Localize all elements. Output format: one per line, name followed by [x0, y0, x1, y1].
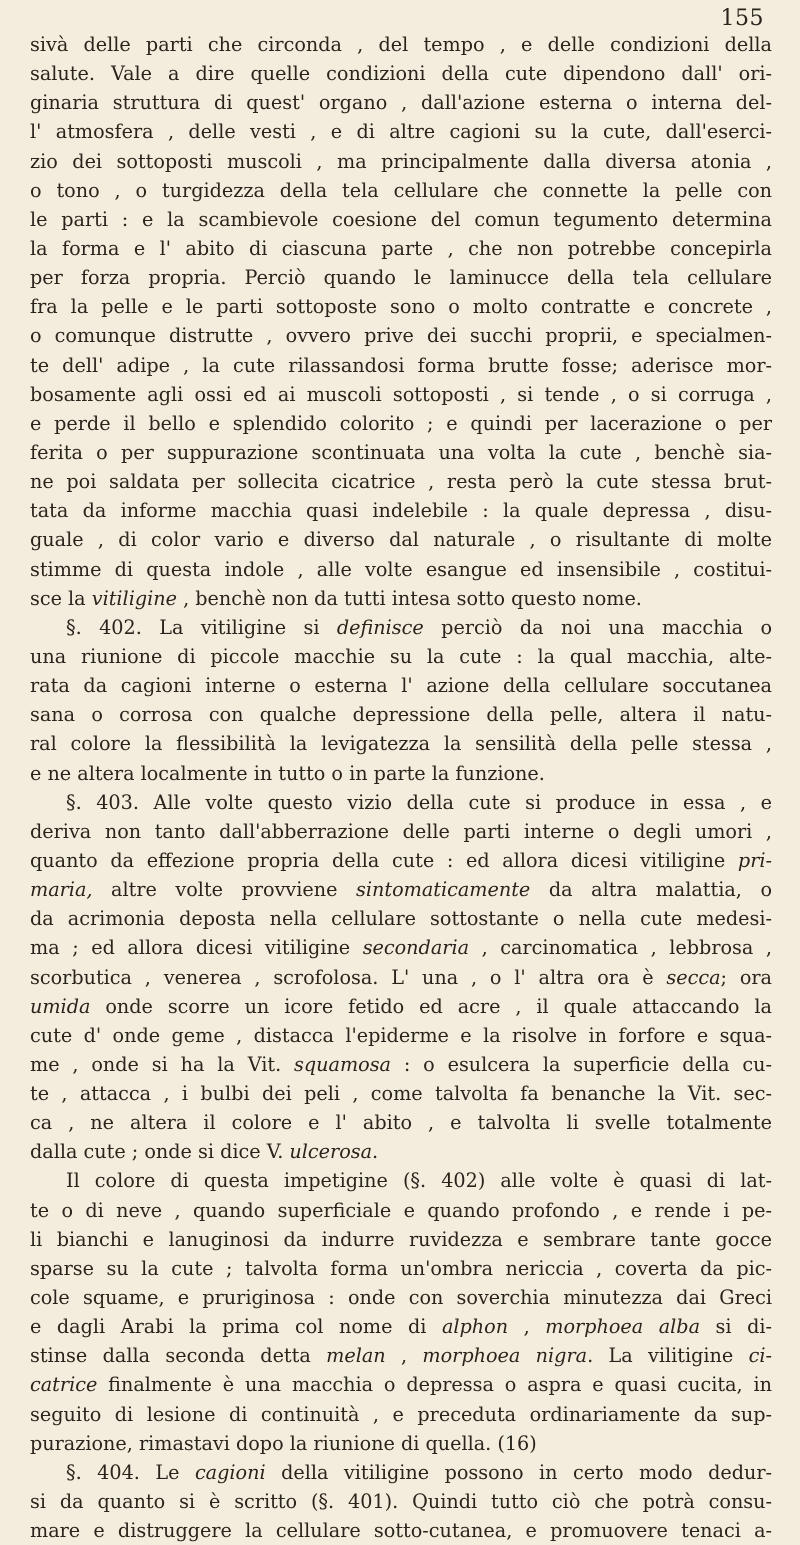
text-segment: sparse su la cute ; talvolta forma un'ombra nericcia , coverta da pic- — [30, 1256, 772, 1280]
text-line — [30, 642, 772, 671]
text-segment: da altra malattia, o — [530, 878, 772, 902]
text-line — [30, 1137, 772, 1166]
text-segment: , — [508, 1315, 546, 1339]
italic-text: pri- — [737, 848, 772, 872]
text-segment: te dell' adipe , la cute rilassandosi forma brutte fosse; aderisce mor- — [30, 353, 772, 377]
text-segment: per forza propria. Perciò quando le laminucce della tela cellulare — [30, 266, 772, 290]
text-segment: guale , di color vario e diverso dal naturale , o risultante di molte — [30, 528, 772, 552]
text-line — [30, 88, 772, 117]
text-segment: salute. Vale a dire quelle condizioni della cute dipendono dall' ori- — [30, 62, 772, 86]
text-segment: fra la pelle e le parti sottoposte sono o molto contratte e concrete , — [30, 295, 772, 319]
text-line — [30, 904, 772, 933]
text-line — [30, 555, 772, 584]
text-line — [30, 788, 772, 817]
text-line — [30, 380, 772, 409]
text-segment: ca , ne altera il colore e l' abito , e talvolta li svelle totalmente — [30, 1111, 772, 1135]
text-segment: scorbutica , venerea , scrofolosa. L' una , o l' altra ora è — [30, 965, 667, 989]
italic-text: secondaria — [362, 936, 470, 960]
text-segment: rata da cagioni interne o esterna l' azione della cellulare soccutanea — [30, 674, 772, 698]
text-segment: Il colore di questa impetigine (§. 402) alle volte è quasi di lat- — [66, 1169, 772, 1193]
text-line — [30, 321, 772, 350]
text-segment: o comunque distrutte , ovvero prive dei succhi proprii, e specialmen- — [30, 324, 772, 348]
text-segment: me , onde si ha la Vit. — [30, 1052, 295, 1076]
italic-text: vitiligine — [91, 586, 177, 610]
text-segment: sivà delle parti che circonda , del tempo , e delle condizioni della — [30, 33, 772, 56]
text-line — [30, 1079, 772, 1108]
italic-text: definisce — [336, 615, 424, 639]
text-segment: : o esulcera la superficie della cu- — [391, 1052, 772, 1076]
text-line — [30, 1225, 772, 1254]
text-segment: e perde il bello e splendido colorito ; e quindi per lacerazione o per — [30, 411, 772, 435]
text-line — [30, 409, 772, 438]
text-segment: la forma e l' abito di ciascuna parte , che non potrebbe concepirla — [30, 236, 772, 260]
text-line — [30, 1166, 772, 1195]
text-line — [30, 147, 772, 176]
text-line — [30, 525, 772, 554]
text-line — [30, 1108, 772, 1137]
page-number: 155 — [720, 6, 764, 31]
text-line — [30, 700, 772, 729]
text-line — [30, 1196, 772, 1225]
italic-text: sintomaticamente — [356, 878, 531, 902]
text-line — [30, 875, 772, 904]
body-text — [30, 30, 772, 1545]
text-line — [30, 933, 772, 962]
text-segment: onde scorre un icore fetido ed acre , il quale attaccando la — [90, 994, 772, 1018]
text-segment: §. 403. Alle volte questo vizio della cute si produce in essa , e — [66, 790, 772, 814]
text-segment: quanto da effezione propria della cute : ed allora dicesi vitiligine — [30, 848, 738, 872]
text-segment: perciò da noi una macchia o — [423, 615, 772, 639]
text-segment: una riunione di piccole macchie su la cute : la qual macchia, alte- — [30, 644, 772, 668]
text-line — [30, 205, 772, 234]
text-line — [30, 963, 772, 992]
text-segment: ferita o per suppurazione scontinuata una volta la cute , benchè sia- — [30, 440, 772, 464]
italic-text: umida — [30, 994, 91, 1018]
text-segment: , carcinomatica , lebbrosa , — [469, 936, 772, 960]
text-line — [30, 1458, 772, 1487]
text-segment: te , attacca , i bulbi dei peli , come talvolta fa benanche la Vit. sec- — [30, 1082, 772, 1106]
italic-text: secca — [666, 965, 721, 989]
text-line — [30, 496, 772, 525]
text-line — [30, 846, 772, 875]
text-segment: finalmente è una macchia o depressa o aspra e quasi cucita, in — [97, 1373, 772, 1397]
text-line — [30, 1400, 772, 1429]
text-segment: le parti : e la scambievole coesione del comun tegumento determina — [30, 207, 772, 231]
text-segment: li bianchi e lanuginosi da indurre ruvidezza e sembrare tante gocce — [30, 1227, 772, 1251]
italic-text: melan — [326, 1344, 386, 1368]
text-segment: te o di neve , quando superficiale e quando profondo , e rende i pe- — [30, 1198, 772, 1222]
text-segment: §. 402. La vitiligine si — [66, 615, 337, 639]
text-segment: si di- — [700, 1315, 772, 1339]
text-line — [30, 1283, 772, 1312]
text-segment: cole squame, e pruriginosa : onde con soverchia minutezza dai Greci — [30, 1286, 772, 1310]
text-segment: deriva non tanto dall'abberrazione delle parti interne o degli umori , — [30, 819, 772, 843]
text-segment: purazione, rimastavi dopo la riunione di quella. (16) — [30, 1431, 537, 1455]
text-line — [30, 729, 772, 758]
text-line — [30, 613, 772, 642]
text-line — [30, 351, 772, 380]
text-segment: tata da informe macchia quasi indelebile : la quale depressa , disu- — [30, 499, 772, 523]
text-segment: mare e distruggere la cellulare sotto-cutanea, e promuovere tenaci a- — [30, 1519, 772, 1543]
italic-text: squamosa — [294, 1052, 391, 1076]
text-segment: sce la — [30, 586, 92, 610]
text-line — [30, 30, 772, 59]
text-line — [30, 1341, 772, 1370]
text-segment: §. 404. Le — [66, 1460, 195, 1484]
italic-text: maria, — [30, 878, 93, 902]
text-line — [30, 584, 772, 613]
text-segment: ; ora — [720, 965, 772, 989]
text-segment: bosamente agli ossi ed ai muscoli sottoposti , si tende , o si corruga , — [30, 382, 772, 406]
text-line — [30, 759, 772, 788]
text-line — [30, 1487, 772, 1516]
text-segment: della vitiligine possono in certo modo dedur- — [265, 1460, 772, 1484]
text-segment: . — [372, 1140, 379, 1164]
text-segment: dalla cute ; onde si dice V. — [30, 1140, 290, 1164]
italic-text: morphoea nigra — [422, 1344, 588, 1368]
text-line — [30, 1516, 772, 1545]
text-line — [30, 1370, 772, 1399]
text-line — [30, 263, 772, 292]
italic-text: catrice — [30, 1373, 98, 1397]
text-segment: l' atmosfera , delle vesti , e di altre cagioni su la cute, dall'eserci- — [30, 120, 772, 144]
text-segment: altre volte provviene — [92, 878, 357, 902]
text-line — [30, 1429, 772, 1458]
text-segment: . La vilitigine — [587, 1344, 749, 1368]
italic-text: alphon — [441, 1315, 509, 1339]
text-segment: , — [385, 1344, 423, 1368]
text-segment: stimme di questa indole , alle volte esangue ed insensibile , costitui- — [30, 557, 772, 581]
italic-text: morphoea alba — [545, 1315, 701, 1339]
text-line — [30, 817, 772, 846]
text-segment: stinse dalla seconda detta — [30, 1344, 327, 1368]
text-segment: da acrimonia deposta nella cellulare sottostante o nella cute medesi- — [30, 907, 772, 931]
text-line — [30, 992, 772, 1021]
text-segment: ma ; ed allora dicesi vitiligine — [30, 936, 363, 960]
italic-text: ci- — [748, 1344, 772, 1368]
text-segment: e dagli Arabi la prima col nome di — [30, 1315, 442, 1339]
text-line — [30, 671, 772, 700]
text-line — [30, 176, 772, 205]
text-line — [30, 1021, 772, 1050]
text-line — [30, 438, 772, 467]
text-line — [30, 234, 772, 263]
text-segment: zio dei sottoposti muscoli , ma principalmente dalla diversa atonia , — [30, 149, 772, 173]
text-segment: ginaria struttura di quest' organo , dall'azione esterna o interna del- — [30, 91, 772, 115]
text-line — [30, 292, 772, 321]
text-line — [30, 1050, 772, 1079]
text-segment: si da quanto si è scritto (§. 401). Quindi tutto ciò che potrà consu- — [30, 1490, 772, 1514]
text-segment: seguito di lesione di continuità , e preceduta ordinariamente da sup- — [30, 1402, 772, 1426]
italic-text: cagioni — [194, 1460, 266, 1484]
text-line — [30, 117, 772, 146]
text-segment: ral colore la flessibilità la levigatezza la sensilità della pelle stessa , — [30, 732, 772, 756]
text-line — [30, 467, 772, 496]
text-segment: e ne altera localmente in tutto o in parte la funzione. — [30, 761, 545, 785]
text-line — [30, 1312, 772, 1341]
text-line — [30, 59, 772, 88]
italic-text: ulcerosa — [289, 1140, 373, 1164]
text-segment: sana o corrosa con qualche depressione della pelle, altera il natu- — [30, 703, 772, 727]
text-segment: o tono , o turgidezza della tela cellulare che connette la pelle con — [30, 178, 772, 202]
text-segment: ne poi saldata per sollecita cicatrice , resta però la cute stessa brut- — [30, 470, 772, 494]
text-segment: , benchè non da tutti intesa sotto questo nome. — [176, 586, 642, 610]
text-segment: cute d' onde geme , distacca l'epiderme e la risolve in forfore e squa- — [30, 1023, 772, 1047]
text-line — [30, 1254, 772, 1283]
